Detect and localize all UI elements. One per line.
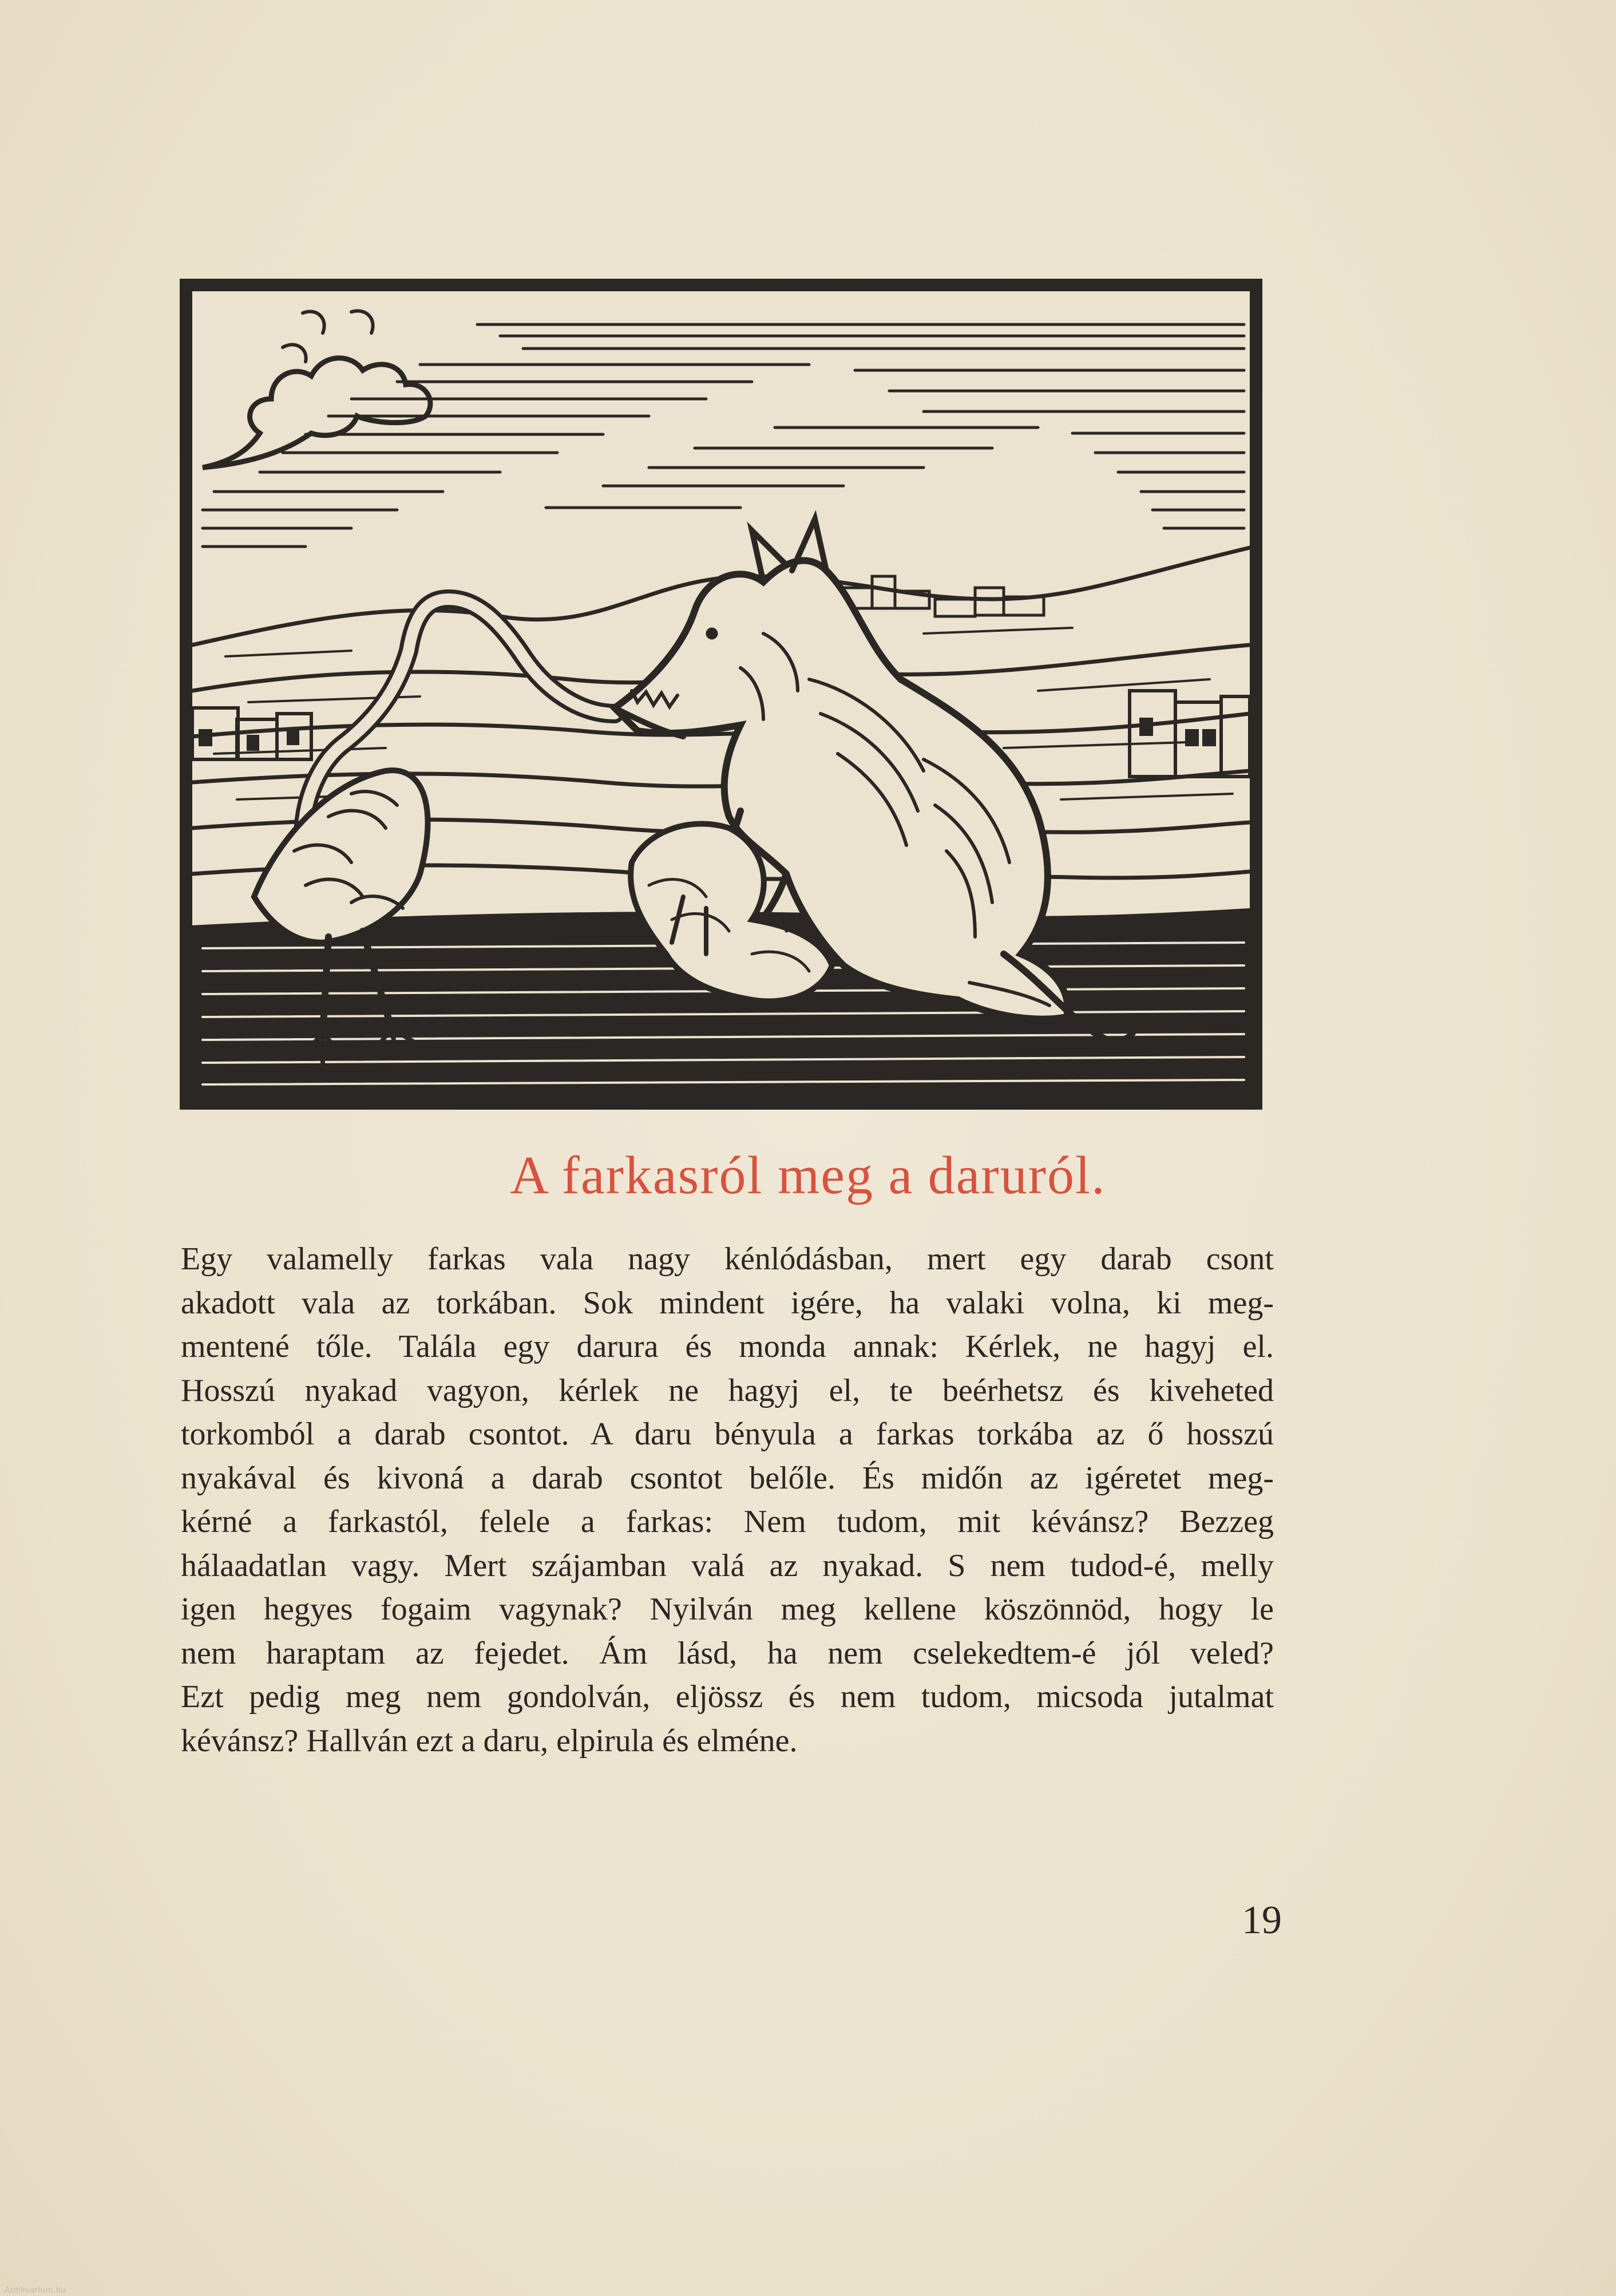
body-line: kérné a farkastól, felele a farkas: Nem tudom, mit kévánsz? Bezzeg (181, 1504, 1274, 1539)
body-line: hálaadatlan vagy. Mert szájamban valá az nyakad. S nem tudod-é, melly (181, 1547, 1274, 1584)
watermark: Antikvarium.hu (5, 2286, 66, 2295)
body-line: Hosszú nyakad vagyon, kérlek ne hagyj el, te beérhetsz és kiveheted (181, 1372, 1274, 1408)
body-line: igen hegyes fogaim vagynak? Nyilván meg kellene köszönnöd, hogy le (181, 1592, 1274, 1627)
body-line: akadott vala az torkában. Sok mindent igére, ha valaki volna, ki meg- (181, 1285, 1274, 1321)
fable-title: A farkasról meg a daruról. (510, 1146, 1106, 1205)
fable-body (181, 1237, 1274, 1763)
page-number: 19 (1242, 1898, 1282, 1942)
body-line: nyakával és kivoná a darab csontot belőle. És midőn az igéretet meg- (181, 1460, 1274, 1496)
body-line: nem haraptam az fejedet. Ám lásd, ha nem cselekedtem-é jól veled? (181, 1635, 1274, 1671)
body-line: torkomból a darab csontot. A daru bényula a farkas torkába az ő hosszú (181, 1416, 1274, 1452)
wolf-and-crane-woodcut (180, 279, 1262, 1110)
woodcut-svg (180, 279, 1262, 1110)
body-line: Egy valamelly farkas vala nagy kénlódásban, mert egy darab csont (181, 1241, 1274, 1277)
body-line: kévánsz? Hallván ezt a daru, elpirula és elméne. (181, 1723, 798, 1759)
body-line: mentené tőle. Talála egy darura és monda annak: Kérlek, ne hagyj el. (181, 1329, 1274, 1364)
body-line: Ezt pedig meg nem gondolván, eljössz és nem tudom, micsoda jutalmat (181, 1679, 1274, 1715)
